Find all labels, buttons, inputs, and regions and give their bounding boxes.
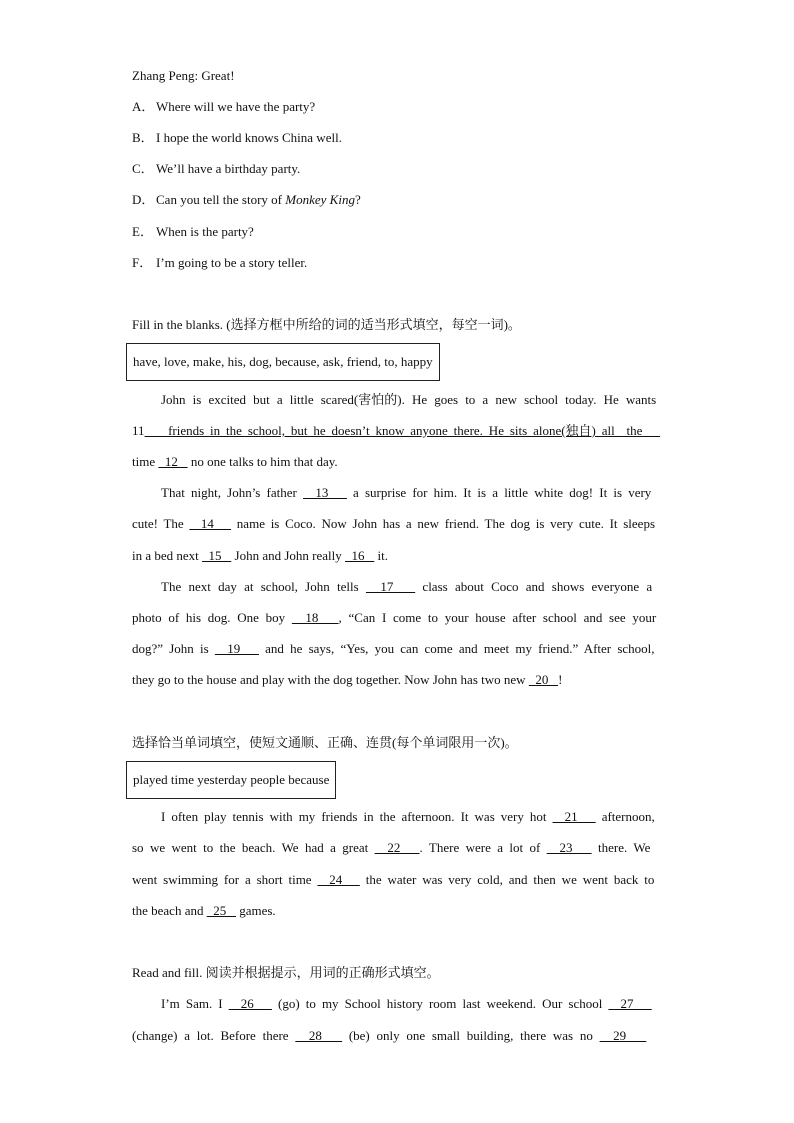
passage-text: (go) to my School history room last weekend. Our school [271, 996, 609, 1011]
section1-heading: Fill in the blanks. (选择方框中所给的词的适当形式填空，每空一词)。 [132, 317, 521, 332]
option-f [132, 255, 307, 271]
answer-blank[interactable]: 22 [374, 840, 420, 855]
passage-line [161, 579, 660, 595]
answer-blank[interactable]: 15 [202, 548, 232, 563]
passage-text: name is Coco. Now John has a new friend. The dog is very cute. It sleeps [231, 516, 656, 531]
answer-blank[interactable]: 27 [608, 996, 652, 1011]
option-label: D． [132, 192, 155, 207]
passage-line [161, 809, 660, 825]
section2-word-box: played time yesterday people because [126, 761, 336, 799]
passage-line [161, 392, 660, 408]
passage-line [161, 996, 660, 1012]
option-e [132, 224, 254, 240]
passage-line [132, 672, 660, 688]
passage-line [132, 516, 660, 532]
passage-text: . There were a lot of [419, 840, 547, 855]
passage-text: games. [235, 903, 276, 918]
answer-blank[interactable]: 25 [206, 903, 236, 918]
dialogue-line: Zhang Peng: Great! [132, 68, 235, 83]
option-text-italic: Monkey King [285, 192, 355, 207]
option-c [132, 161, 300, 177]
passage-text: went swimming for a short time [132, 872, 318, 887]
option-label: C． [132, 161, 154, 176]
passage-text: it. [374, 548, 389, 563]
passage-line [132, 548, 660, 564]
option-label: A． [132, 99, 155, 114]
option-text: Can you tell the story of [156, 192, 286, 207]
option-d [132, 192, 361, 208]
option-text: I’m going to be a story teller. [156, 255, 308, 270]
option-text: We’ll have a birthday party. [156, 161, 301, 176]
answer-blank[interactable]: friends in the school, but he doesn’t know anyone there. He sits alone(独自) all the [144, 423, 661, 438]
answer-blank[interactable]: 16 [345, 548, 375, 563]
section2-heading: 选择恰当单词填空，使短文通顺、正确、连贯(每个单词限用一次)。 [132, 735, 518, 750]
passage-text: , “Can I come to your house after school and see your [338, 610, 657, 625]
passage-text: 11 [132, 423, 145, 438]
answer-blank[interactable]: 13 [303, 485, 347, 500]
answer-blank[interactable]: 19 [214, 641, 259, 656]
answer-blank[interactable]: 18 [291, 610, 339, 625]
passage-line [132, 840, 660, 856]
passage-text: John and John really [231, 548, 346, 563]
option-label: E． [132, 224, 153, 239]
passage-line [161, 485, 660, 501]
option-text: Where will we have the party? [156, 99, 316, 114]
passage-text: John is excited but a little scared(害怕的). He goes to a new school today. He wants [161, 392, 657, 407]
passage-line [132, 641, 660, 657]
answer-blank[interactable]: 28 [295, 1028, 343, 1043]
passage-text: cute! The [132, 516, 190, 531]
answer-blank[interactable]: 24 [317, 872, 360, 887]
answer-blank[interactable]: 20 [528, 672, 559, 687]
passage-text: I’m Sam. I [161, 996, 229, 1011]
passage-text: they go to the house and play with the dog together. Now John has two new [132, 672, 529, 687]
option-a [132, 99, 315, 115]
passage-line [132, 423, 660, 439]
passage-line [132, 1028, 660, 1044]
option-label: B． [132, 130, 154, 145]
passage-text: photo of his dog. One boy [132, 610, 292, 625]
passage-text: and he says, “Yes, you can come and meet my friend.” After school, [258, 641, 655, 656]
answer-blank[interactable]: 14 [189, 516, 232, 531]
section1-word-box: have, love, make, his, dog, because, ask, friend, to, happy [126, 343, 440, 381]
passage-text: (be) only one small building, there was no [342, 1028, 600, 1043]
passage-text: time [132, 454, 159, 469]
passage-text: so we went to the beach. We had a great [132, 840, 375, 855]
passage-text: The next day at school, John tells [161, 579, 366, 594]
passage-text: there. We [591, 840, 651, 855]
passage-text: the water was very cold, and then we went back to [359, 872, 655, 887]
passage-text: dog?” John is [132, 641, 215, 656]
option-label: F． [132, 255, 153, 270]
option-text: I hope the world knows China well. [156, 130, 342, 145]
answer-blank[interactable]: 29 [599, 1028, 647, 1043]
answer-blank[interactable]: 12 [158, 454, 188, 469]
passage-text: the beach and [132, 903, 207, 918]
passage-text: no one talks to him that day. [187, 454, 338, 469]
answer-blank[interactable]: 26 [228, 996, 272, 1011]
passage-text: I often play tennis with my friends in the afternoon. It was very hot [161, 809, 553, 824]
option-text-end: ? [354, 192, 361, 207]
passage-text: afternoon, [595, 809, 655, 824]
answer-blank[interactable]: 17 [365, 579, 416, 594]
answer-blank[interactable]: 23 [546, 840, 592, 855]
passage-line [132, 454, 660, 470]
passage-text: ! [558, 672, 563, 687]
passage-line [132, 872, 660, 888]
passage-line [132, 610, 660, 626]
answer-blank[interactable]: 21 [552, 809, 596, 824]
passage-text: class about Coco and shows everyone a [415, 579, 653, 594]
passage-line [132, 903, 660, 919]
passage-text: That night, John’s father [161, 485, 304, 500]
section3-heading: Read and fill. 阅读并根据提示，用词的正确形式填空。 [132, 965, 440, 980]
passage-text: (change) a lot. Before there [132, 1028, 296, 1043]
passage-text: a surprise for him. It is a little white dog! It is very [346, 485, 652, 500]
option-b [132, 130, 342, 146]
option-text: When is the party? [156, 224, 254, 239]
passage-text: in a bed next [132, 548, 203, 563]
